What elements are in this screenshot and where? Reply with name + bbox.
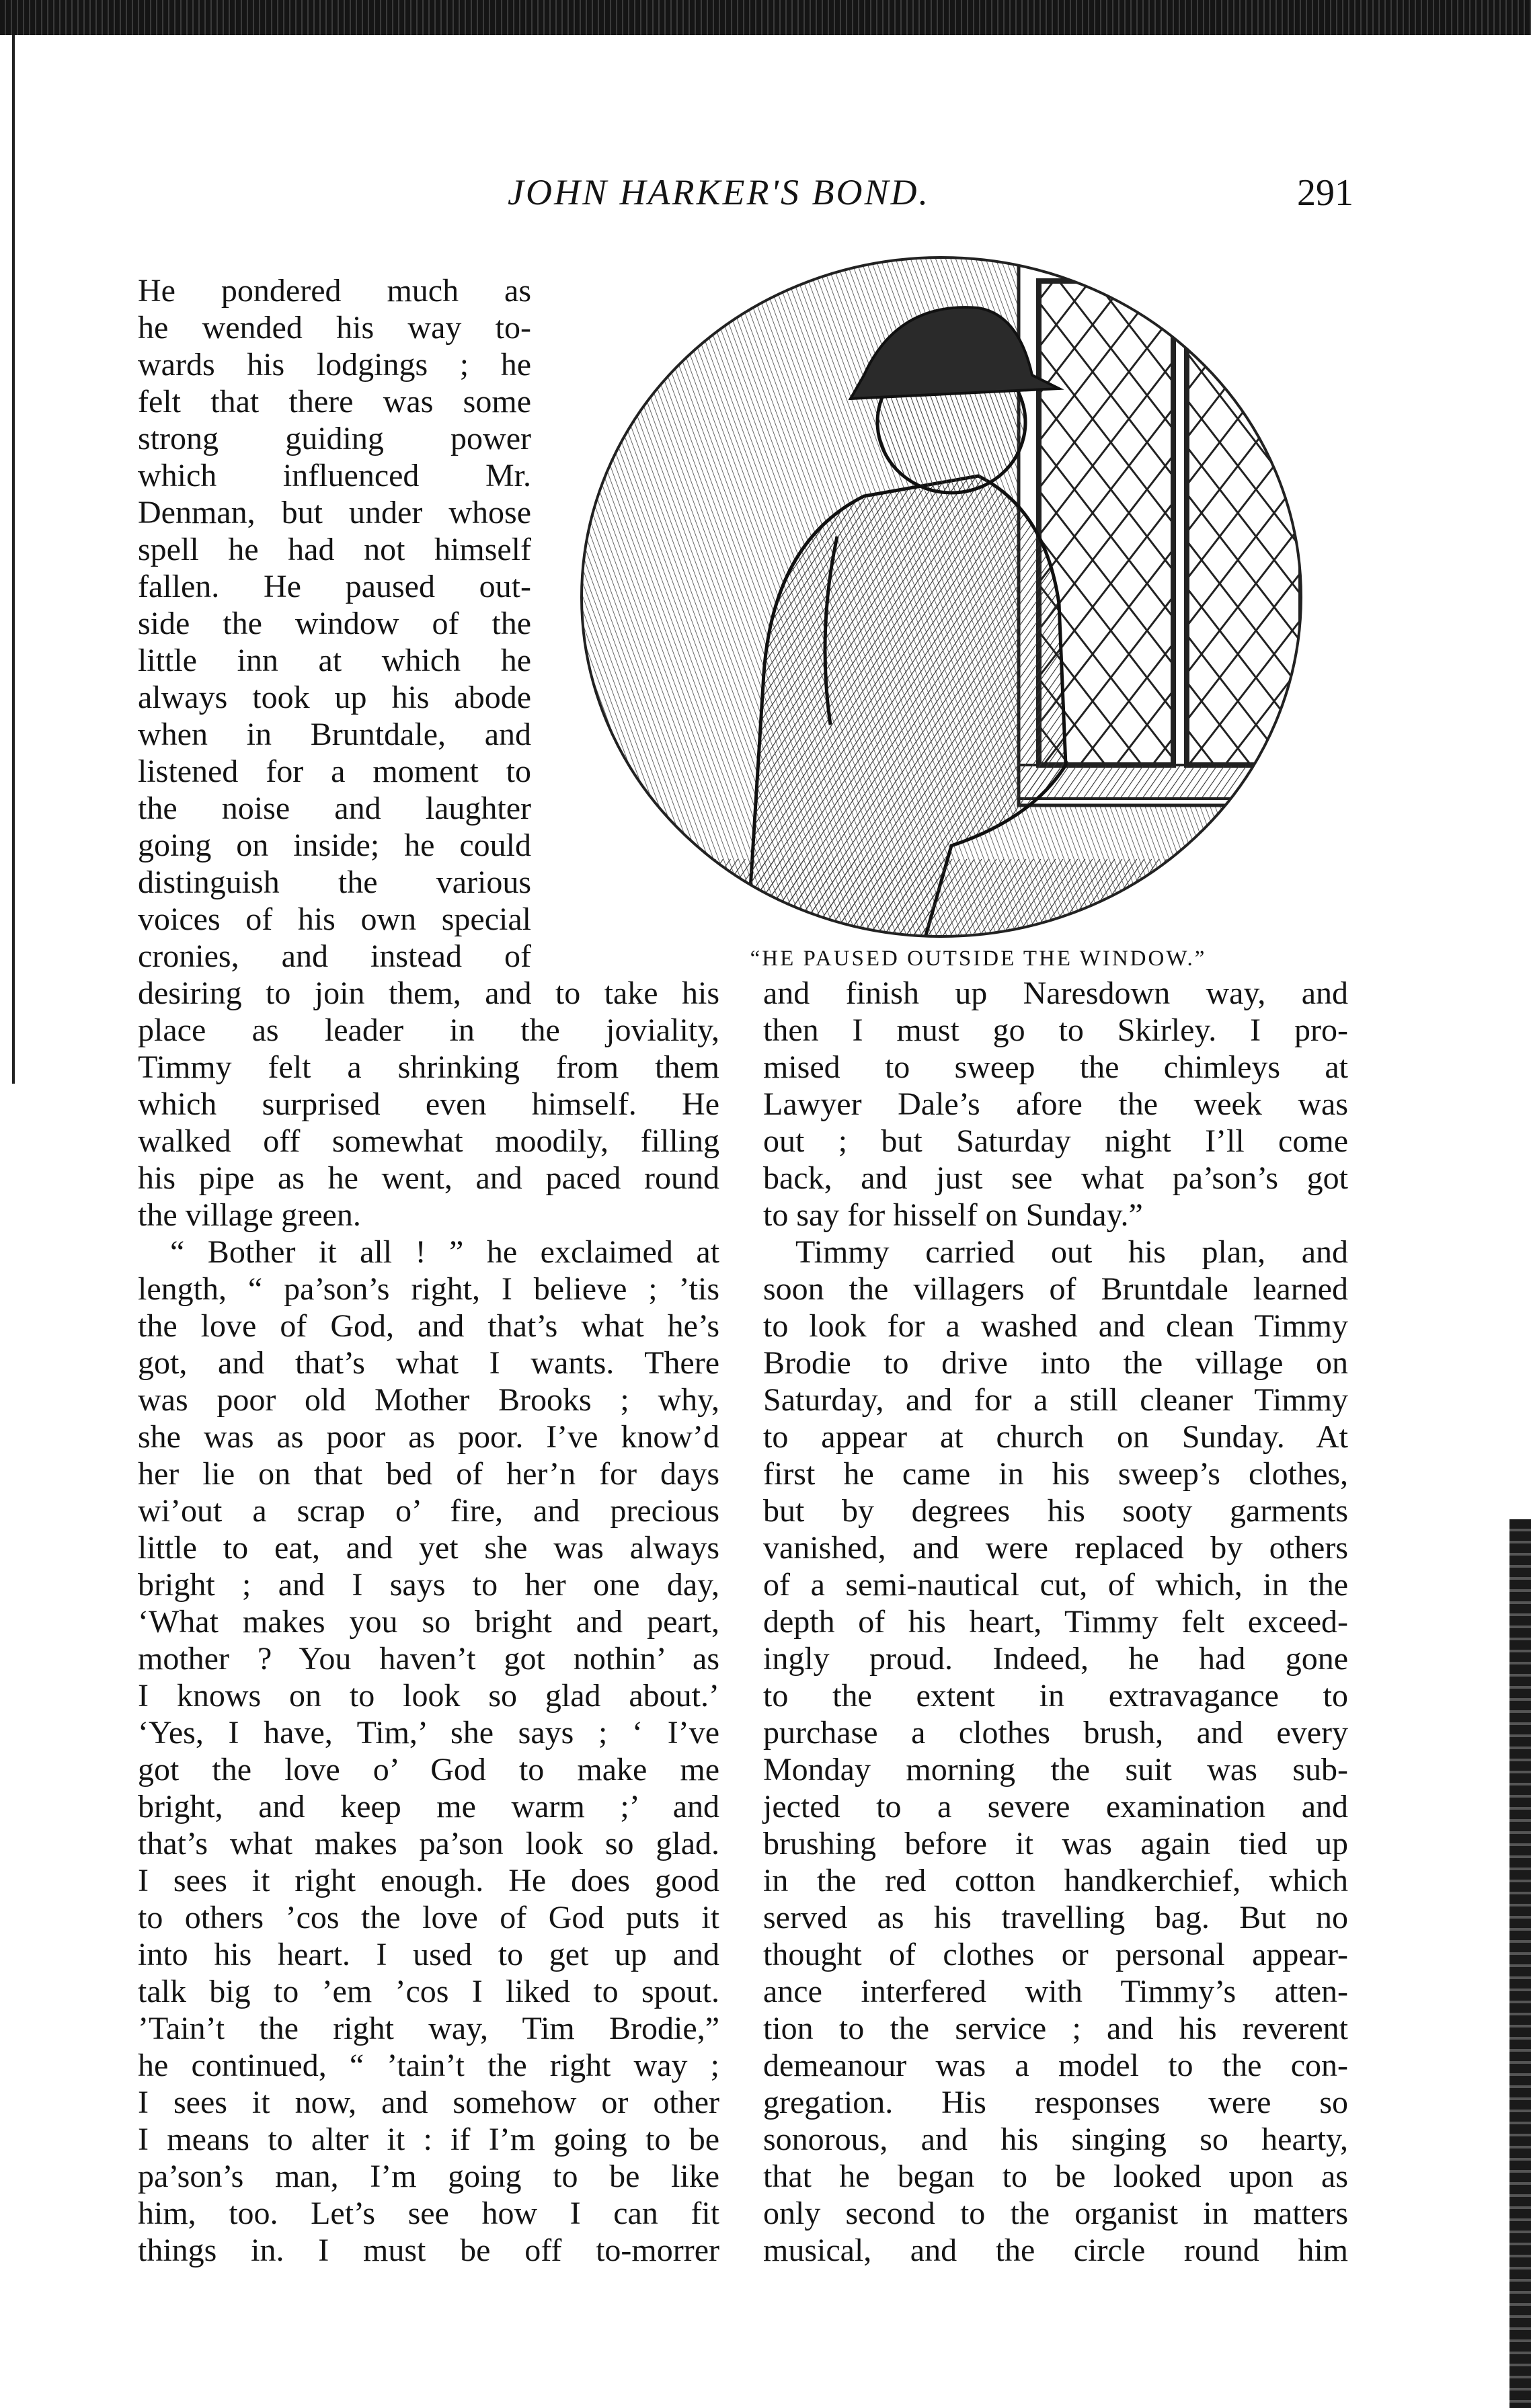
text-line: ingly proud. Indeed, he had gone	[763, 1641, 1348, 1677]
text-line: tion to the service ; and his reverent	[763, 2011, 1348, 2046]
text-line: to say for hisself on Sunday.”	[763, 1197, 1143, 1233]
text-line: Saturday, and for a still cleaner Timmy	[763, 1382, 1348, 1418]
text-line: only second to the organist in matters	[763, 2196, 1348, 2231]
text-line: ‘What makes you so bright and peart,	[138, 1604, 719, 1640]
text-line: strong guiding power	[138, 421, 531, 456]
text-line: going on inside; he could	[138, 828, 531, 863]
text-line: she was as poor as poor. I’ve know’d	[138, 1419, 719, 1455]
text-line: got, and that’s what I wants. There	[138, 1345, 719, 1381]
text-line: the noise and laughter	[138, 791, 531, 826]
text-line: little to eat, and yet she was always	[138, 1530, 719, 1566]
text-line: walked off somewhat moodily, filling	[138, 1123, 719, 1159]
text-line: Denman, but under whose	[138, 495, 531, 530]
text-line: jected to a severe examination and	[763, 1789, 1348, 1824]
text-line: Monday morning the suit was sub-	[763, 1752, 1348, 1788]
text-line: always took up his abode	[138, 680, 531, 715]
text-line: “ Bother it all ! ” he exclaimed at	[170, 1234, 719, 1270]
engraving-man-at-window-icon	[548, 254, 1355, 940]
text-line: which surprised even himself. He	[138, 1086, 719, 1122]
page-right-edge	[1509, 1519, 1531, 2408]
text-line: the love of God, and that’s what he’s	[138, 1308, 719, 1344]
text-line: Lawyer Dale’s afore the week was	[763, 1086, 1348, 1122]
text-line: the village green.	[138, 1197, 361, 1233]
text-line: bright ; and I says to her one day,	[138, 1567, 719, 1603]
text-line: Timmy felt a shrinking from them	[138, 1049, 719, 1085]
text-line: demeanour was a model to the con-	[763, 2048, 1348, 2083]
text-line: pa’son’s man, I’m going to be like	[138, 2159, 719, 2194]
text-line: listened for a moment to	[138, 754, 531, 789]
text-line: in the red cotton handkerchief, which	[763, 1863, 1348, 1898]
text-line: I sees it now, and somehow or other	[138, 2085, 719, 2120]
text-line: I sees it right enough. He does good	[138, 1863, 719, 1898]
text-line: but by degrees his sooty garments	[763, 1493, 1348, 1529]
text-line: length, “ pa’son’s right, I believe ; ’tis	[138, 1271, 719, 1307]
text-line: him, too. Let’s see how I can fit	[138, 2196, 719, 2231]
text-line: voices of his own special	[138, 901, 531, 937]
text-line: ance interfered with Timmy’s atten-	[763, 1974, 1348, 2009]
text-line: wi’out a scrap o’ fire, and precious	[138, 1493, 719, 1529]
text-line: that he began to be looked upon as	[763, 2159, 1348, 2194]
text-line: ‘Yes, I have, Tim,’ she says ; ‘ I’ve	[138, 1715, 719, 1751]
text-line: sonorous, and his singing so hearty,	[763, 2122, 1348, 2157]
text-line: mised to sweep the chimleys at	[763, 1049, 1348, 1085]
text-line: which influenced Mr.	[138, 458, 531, 493]
text-line: desiring to join them, and to take his	[138, 975, 719, 1011]
text-line: was poor old Mother Brooks ; why,	[138, 1382, 719, 1418]
text-line: then I must go to Skirley. I pro-	[763, 1012, 1348, 1048]
text-line: first he came in his sweep’s clothes,	[763, 1456, 1348, 1492]
text-line: he wended his way to-	[138, 310, 531, 346]
illustration-caption: “HE PAUSED OUTSIDE THE WINDOW.”	[750, 947, 1207, 971]
text-line: ’Tain’t the right way, Tim Brodie,”	[138, 2011, 719, 2046]
text-line: got the love o’ God to make me	[138, 1752, 719, 1788]
text-line: that’s what makes pa’son look so glad.	[138, 1826, 719, 1861]
text-line: to appear at church on Sunday. At	[763, 1419, 1348, 1455]
text-line: felt that there was some	[138, 384, 531, 419]
text-line: mother ? You haven’t got nothin’ as	[138, 1641, 719, 1677]
text-line: gregation. His responses were so	[763, 2085, 1348, 2120]
text-line: back, and just see what pa’son’s got	[763, 1160, 1348, 1196]
text-line: depth of his heart, Timmy felt exceed-	[763, 1604, 1348, 1640]
page-top-edge	[0, 0, 1531, 35]
text-line: and finish up Naresdown way, and	[763, 975, 1348, 1011]
text-line: fallen. He paused out-	[138, 569, 531, 604]
text-line: thought of clothes or personal appear-	[763, 1937, 1348, 1972]
text-line: out ; but Saturday night I’ll come	[763, 1123, 1348, 1159]
text-line: talk big to ’em ’cos I liked to spout.	[138, 1974, 719, 2009]
page-number: 291	[1297, 172, 1353, 214]
text-line: I means to alter it : if I’m going to be	[138, 2122, 719, 2157]
text-line: vanished, and were replaced by others	[763, 1530, 1348, 1566]
running-head	[0, 171, 1531, 232]
text-line: soon the villagers of Bruntdale learned	[763, 1271, 1348, 1307]
text-line: when in Bruntdale, and	[138, 717, 531, 752]
text-line: her lie on that bed of her’n for days	[138, 1456, 719, 1492]
text-line: to others ’cos the love of God puts it	[138, 1900, 719, 1935]
text-line: Timmy carried out his plan, and	[795, 1234, 1348, 1270]
text-line: brushing before it was again tied up	[763, 1826, 1348, 1861]
text-line: served as his travelling bag. But no	[763, 1900, 1348, 1935]
text-line: bright, and keep me warm ;’ and	[138, 1789, 719, 1824]
text-line: purchase a clothes brush, and every	[763, 1715, 1348, 1751]
text-line: musical, and the circle round him	[763, 2233, 1348, 2268]
text-line: he continued, “ ’tain’t the right way ;	[138, 2048, 719, 2083]
text-line: spell he had not himself	[138, 532, 531, 567]
text-line: little inn at which he	[138, 643, 531, 678]
text-line: into his heart. I used to get up and	[138, 1937, 719, 1972]
text-line: to the extent in extravagance to	[763, 1678, 1348, 1714]
text-line: place as leader in the joviality,	[138, 1012, 719, 1048]
text-line: Brodie to drive into the village on	[763, 1345, 1348, 1381]
text-line: I knows on to look so glad about.’	[138, 1678, 719, 1714]
text-line: side the window of the	[138, 606, 531, 641]
text-line: cronies, and instead of	[138, 938, 531, 974]
text-line: of a semi-nautical cut, of which, in the	[763, 1567, 1348, 1603]
text-line: his pipe as he went, and paced round	[138, 1160, 719, 1196]
text-line: wards his lodgings ; he	[138, 347, 531, 383]
text-line: things in. I must be off to-morrer	[138, 2233, 719, 2268]
text-line: He pondered much as	[138, 273, 531, 309]
running-title: JOHN HARKER'S BOND.	[508, 172, 930, 212]
text-line: to look for a washed and clean Timmy	[763, 1308, 1348, 1344]
text-line: distinguish the various	[138, 865, 531, 900]
